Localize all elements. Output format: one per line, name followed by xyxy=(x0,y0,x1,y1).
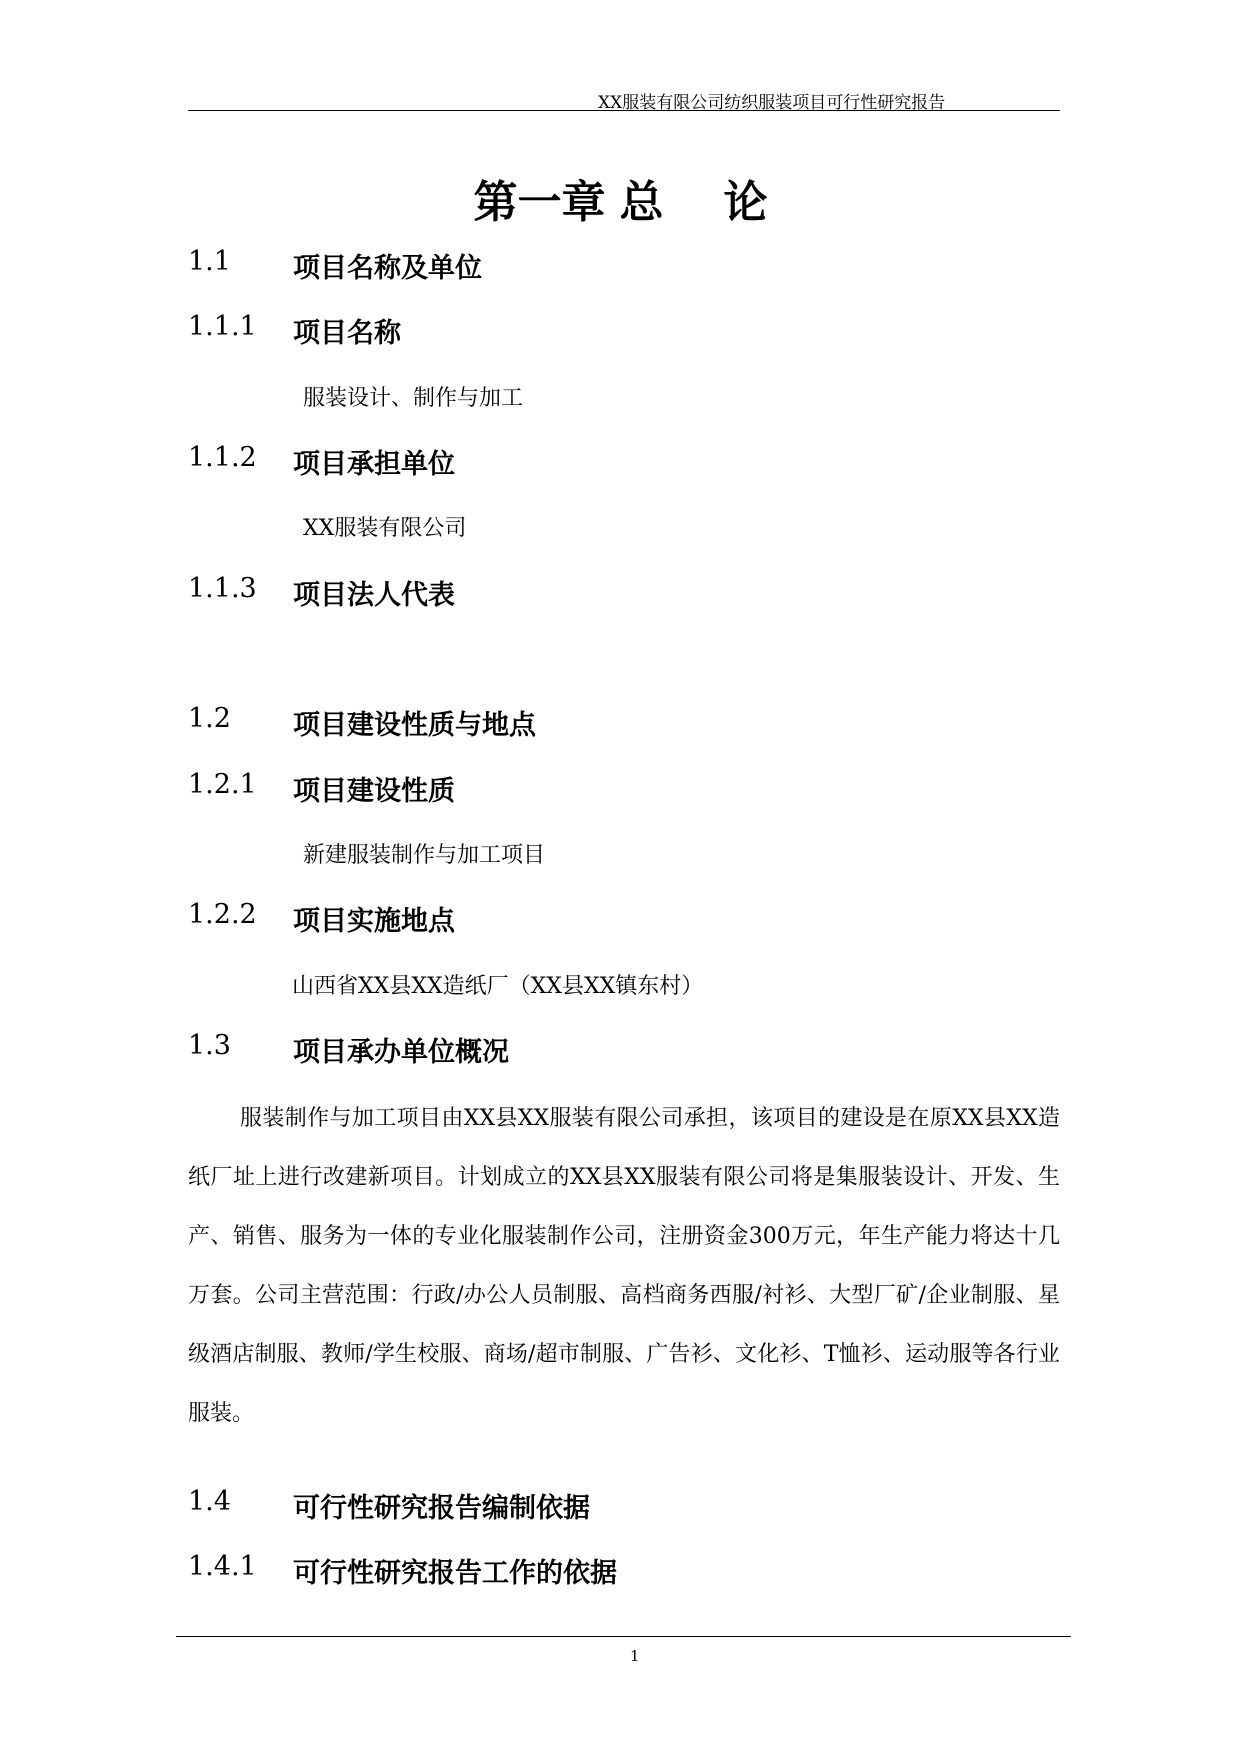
section-number: 1.2 xyxy=(188,703,231,734)
section-heading: 项目法人代表 xyxy=(293,580,455,611)
section-number: 1.1.1 xyxy=(188,311,257,342)
section-heading: 项目承担单位 xyxy=(293,449,455,480)
section-heading: 可行性研究报告编制依据 xyxy=(293,1493,590,1524)
chapter-prefix: 第一章 xyxy=(473,177,606,228)
section-heading: 可行性研究报告工作的依据 xyxy=(293,1558,617,1589)
chapter-word-2: 论 xyxy=(723,177,768,228)
section-body: 新建服装制作与加工项目 xyxy=(303,843,546,868)
section-number: 1.2.1 xyxy=(188,769,257,800)
section-number: 1.1.2 xyxy=(188,442,257,473)
running-header: XX服装有限公司纺织服装项目可行性研究报告 xyxy=(598,93,946,113)
section-heading: 项目名称及单位 xyxy=(293,253,482,284)
section-body: 山西省XX县XX造纸厂（XX县XX镇东村） xyxy=(292,974,704,999)
section-body: XX服装有限公司 xyxy=(303,516,467,541)
page-number: 1 xyxy=(630,1647,640,1665)
section-heading: 项目承办单位概况 xyxy=(293,1037,509,1068)
section-paragraph: 服装制作与加工项目由XX县XX服装有限公司承担，该项目的建设是在原XX县XX造纸厂址上进行改建新项目。计划成立的XX县XX服装有限公司将是集服装设计、开发、生产、销售、服务为一体的专业化服装制作公司，注册资金300万元，年生产能力将达十几万套。公司主营范围：行政/办公人员制服、高档商务西服/衬衫、大型厂矿/企业制服、星级酒店制服、教师/学生校服、商场/超市制服、广告衫、文化衫、T恤衫、运动服等各行业服装。 xyxy=(188,1106,1060,1426)
section-number: 1.4.1 xyxy=(188,1551,257,1582)
section-number: 1.4 xyxy=(188,1486,231,1517)
section-number: 1.1 xyxy=(188,246,231,277)
section-heading: 项目建设性质与地点 xyxy=(293,710,536,741)
section-number: 1.2.2 xyxy=(188,899,257,930)
chapter-title xyxy=(0,166,1241,230)
section-heading: 项目名称 xyxy=(293,318,401,349)
chapter-word-1: 总 xyxy=(619,177,664,228)
header-rule xyxy=(188,110,1060,111)
section-body: 服装设计、制作与加工 xyxy=(303,386,524,411)
footer-rule xyxy=(176,1636,1071,1637)
section-number: 1.3 xyxy=(188,1030,231,1061)
section-heading: 项目建设性质 xyxy=(293,776,455,807)
section-number: 1.1.3 xyxy=(188,573,257,604)
section-heading: 项目实施地点 xyxy=(293,906,455,937)
